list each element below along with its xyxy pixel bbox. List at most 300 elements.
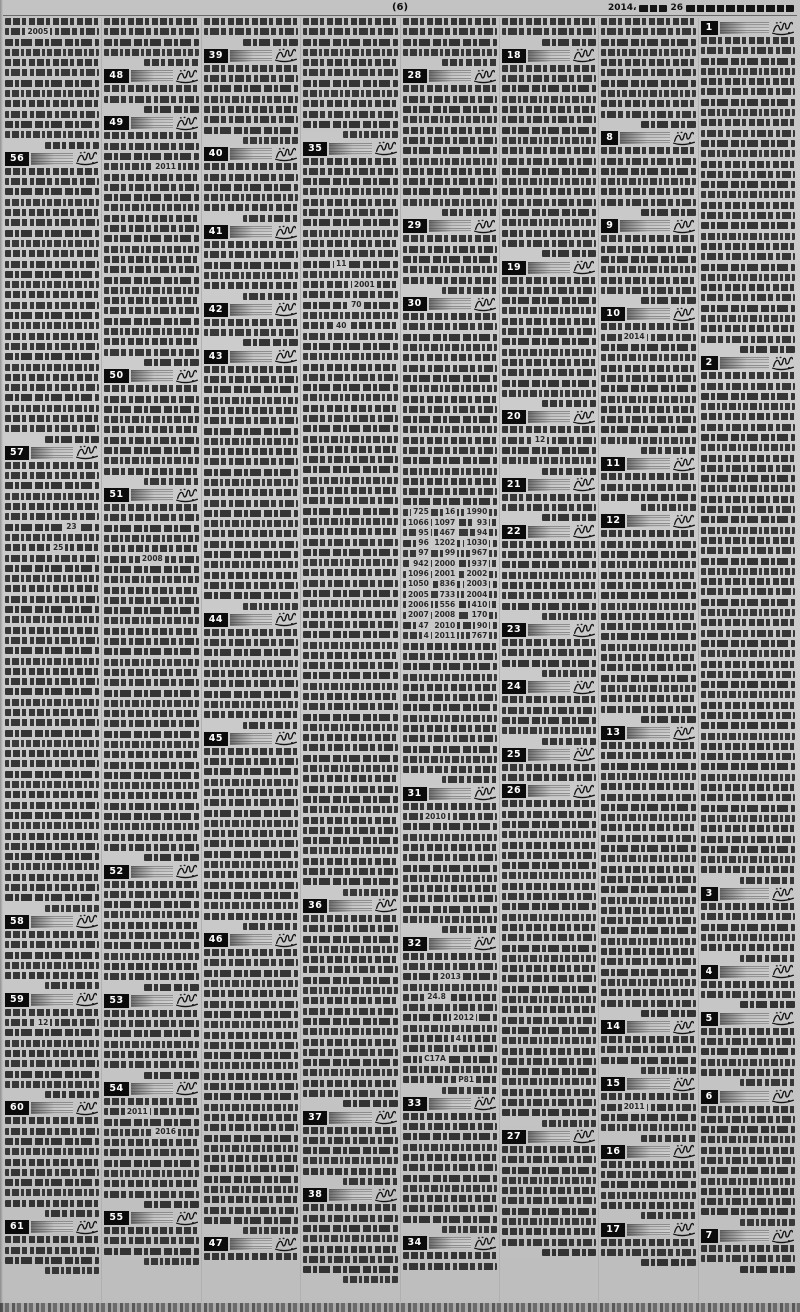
- text-line: [104, 525, 198, 532]
- signature-flourish-icon: [274, 349, 298, 364]
- text-line: [701, 444, 795, 451]
- text-line: [303, 1069, 397, 1076]
- text-line: [104, 1149, 198, 1156]
- section-header-bar: [230, 226, 272, 238]
- text-line: [204, 163, 298, 170]
- section-header-bar: [429, 298, 471, 310]
- text-line: [701, 1038, 795, 1045]
- text-line: [104, 741, 198, 748]
- section-number-badge: 42: [204, 303, 228, 317]
- text-line: [502, 1167, 596, 1174]
- text-line: [104, 85, 198, 92]
- section-header-bar: [528, 785, 570, 797]
- text-line: [701, 856, 795, 863]
- text-line: [502, 1037, 596, 1044]
- text-line: [303, 69, 397, 76]
- text-line: [403, 468, 497, 475]
- section-header-9: [601, 219, 695, 233]
- text-line: [204, 810, 298, 817]
- section-number-badge: 23: [502, 623, 526, 637]
- text-line: [701, 702, 795, 709]
- legible-number: 170: [471, 610, 488, 620]
- text-line: [502, 852, 596, 859]
- text-line: [303, 121, 397, 128]
- section-header-28: [403, 69, 497, 83]
- text-line: [5, 833, 99, 840]
- signature-flourish-icon: [672, 131, 696, 146]
- legible-number: 410: [471, 599, 488, 609]
- text-line: [403, 1014, 497, 1021]
- section-header-bar: [131, 117, 173, 129]
- signature-flourish-icon: [572, 260, 596, 275]
- legible-number: 2011: [126, 1106, 148, 1116]
- text-line: [701, 866, 795, 873]
- legible-number: 2010: [424, 811, 446, 821]
- text-line: [144, 854, 199, 861]
- section-header-bar: [620, 132, 669, 144]
- text-line: [303, 497, 397, 504]
- text-line: [5, 658, 99, 665]
- text-line: [343, 1276, 398, 1283]
- text-line: [601, 572, 695, 579]
- text-line: [45, 1210, 100, 1217]
- text-line: [403, 684, 497, 691]
- text-line: [502, 369, 596, 376]
- text-line: [502, 945, 596, 952]
- text-line: [303, 1039, 397, 1046]
- legible-number: 97: [418, 548, 429, 558]
- section-header-bar: [230, 351, 272, 363]
- text-line: [5, 90, 99, 97]
- text-line: [601, 592, 695, 599]
- text-line: [542, 670, 597, 677]
- legible-number: 95: [418, 527, 429, 537]
- text-line: [403, 509, 497, 516]
- text-line: [204, 174, 298, 181]
- section-number-badge: 27: [502, 1130, 526, 1144]
- text-line: [243, 39, 298, 46]
- text-line: [701, 846, 795, 853]
- signature-flourish-icon: [374, 898, 398, 913]
- text-line: [104, 514, 198, 521]
- text-line: [502, 147, 596, 154]
- text-line: [204, 768, 298, 775]
- text-line: [601, 1161, 695, 1168]
- section-number-badge: 15: [601, 1077, 625, 1091]
- text-line: [5, 1257, 99, 1264]
- section-number-badge: 32: [403, 937, 427, 951]
- text-line: [403, 834, 497, 841]
- signature-flourish-icon: [572, 524, 596, 539]
- signature-flourish-icon: [374, 141, 398, 156]
- section-header-bar: [131, 1083, 173, 1095]
- scan-edge-shadow: [0, 0, 3, 1312]
- text-line: [403, 973, 497, 980]
- text-line: [303, 847, 397, 854]
- text-line: [5, 271, 99, 278]
- text-line: [601, 835, 695, 842]
- text-line: [5, 1247, 99, 1254]
- signature-flourish-icon: [274, 225, 298, 240]
- text-line: [204, 194, 298, 201]
- text-line: [343, 131, 398, 138]
- text-line: [204, 319, 298, 326]
- section-header-bar: [131, 1212, 173, 1224]
- text-line: [601, 375, 695, 382]
- text-line: [701, 650, 795, 657]
- section-header-bar: [627, 1224, 669, 1236]
- text-line: [403, 188, 497, 195]
- text-line: [601, 644, 695, 651]
- section-number-badge: 25: [502, 748, 526, 762]
- text-line: [204, 1083, 298, 1090]
- text-line: [403, 1113, 497, 1120]
- text-line: [601, 484, 695, 491]
- section-header-45: [204, 732, 298, 746]
- text-line: [601, 938, 695, 945]
- text-line: [104, 922, 198, 929]
- text-line: [701, 743, 795, 750]
- section-header-42: [204, 303, 298, 317]
- text-line: [701, 140, 795, 147]
- section-header-29: [403, 219, 497, 233]
- text-line: [204, 660, 298, 667]
- text-line: [5, 750, 99, 757]
- text-line: [601, 907, 695, 914]
- section-number-badge: 38: [303, 1188, 327, 1202]
- text-line: [403, 1004, 497, 1011]
- section-number-badge: 47: [204, 1237, 228, 1251]
- text-line: [701, 1126, 795, 1133]
- text-line: [701, 274, 795, 281]
- text-line: [601, 39, 695, 46]
- text-line: [701, 661, 795, 668]
- text-line: [403, 1185, 497, 1192]
- text-line: [104, 710, 198, 717]
- text-line: [5, 863, 99, 870]
- text-line: [5, 374, 99, 381]
- text-line: [701, 336, 795, 343]
- text-line: [601, 334, 695, 341]
- text-line: [5, 1117, 99, 1124]
- text-line: [701, 37, 795, 44]
- section-header-3: [701, 887, 795, 901]
- text-line: [701, 161, 795, 168]
- text-line: [403, 488, 497, 495]
- text-line: [104, 792, 198, 799]
- text-line: [403, 235, 497, 242]
- text-line: [601, 365, 695, 372]
- legible-number: 556: [439, 599, 456, 609]
- text-line: [502, 158, 596, 165]
- section-header-bar: [131, 995, 173, 1007]
- text-line: [204, 417, 298, 424]
- text-line: [403, 813, 497, 820]
- section-number-badge: 53: [104, 994, 128, 1008]
- text-line: [601, 752, 695, 759]
- section-header-bar: [429, 788, 471, 800]
- legible-number: 2002: [466, 569, 488, 579]
- text-line: [502, 1187, 596, 1194]
- text-line: [104, 772, 198, 779]
- text-line: [403, 963, 497, 970]
- section-header-bar: [528, 479, 570, 491]
- text-line: [601, 59, 695, 66]
- section-header-bar: [627, 458, 669, 470]
- text-line: [104, 132, 198, 139]
- section-number-badge: 54: [104, 1082, 128, 1096]
- legible-number: 1990: [466, 507, 488, 517]
- section-header-49: [104, 116, 198, 130]
- text-line: [601, 897, 695, 904]
- text-line: [303, 343, 397, 350]
- section-header-bar: [31, 994, 73, 1006]
- text-line: [5, 802, 99, 809]
- text-line: [403, 396, 497, 403]
- text-line: [243, 923, 298, 930]
- section-header-bar: [528, 50, 570, 62]
- text-line: [204, 428, 298, 435]
- text-line: [204, 1001, 298, 1008]
- text-line: [204, 541, 298, 548]
- column-3: [500, 18, 599, 1302]
- text-line: [601, 1036, 695, 1043]
- text-line: [701, 794, 795, 801]
- text-line: [502, 1239, 596, 1246]
- legible-number: 25: [52, 542, 64, 552]
- text-line: [45, 905, 100, 912]
- text-line: [701, 609, 795, 616]
- text-line: [601, 654, 695, 661]
- legible-number: 47: [418, 620, 429, 630]
- text-line: [303, 1157, 397, 1164]
- text-line: [303, 18, 397, 25]
- text-line: [303, 353, 397, 360]
- text-line: [502, 592, 596, 599]
- signature-flourish-icon: [274, 933, 298, 948]
- text-line: [740, 955, 795, 962]
- text-line: [403, 375, 497, 382]
- legible-number: 2006: [407, 599, 429, 609]
- signature-flourish-icon: [572, 1129, 596, 1144]
- signature-flourish-icon: [672, 1222, 696, 1237]
- text-line: [204, 127, 298, 134]
- signature-flourish-icon: [672, 514, 696, 529]
- text-line: [701, 1069, 795, 1076]
- text-line: [5, 771, 99, 778]
- text-line: [303, 199, 397, 206]
- text-line: [701, 763, 795, 770]
- text-line: [5, 462, 99, 469]
- text-line: [641, 1010, 696, 1017]
- section-number-badge: 30: [403, 297, 427, 311]
- signature-flourish-icon: [274, 1237, 298, 1252]
- column-2: [599, 18, 698, 1302]
- text-line: [104, 751, 198, 758]
- text-line: [5, 493, 99, 500]
- text-line: [701, 99, 795, 106]
- text-line: [502, 359, 596, 366]
- text-line: [5, 894, 99, 901]
- text-line: [5, 699, 99, 706]
- text-line: [5, 730, 99, 737]
- text-line: [303, 600, 397, 607]
- text-line: [204, 376, 298, 383]
- text-line: [502, 1208, 596, 1215]
- text-line: [303, 90, 397, 97]
- text-line: [144, 359, 199, 366]
- text-line: [403, 1133, 497, 1140]
- text-line: [303, 1215, 397, 1222]
- text-line: [104, 28, 198, 35]
- text-line: [502, 1078, 596, 1085]
- text-line: [403, 426, 497, 433]
- section-header-31: [403, 787, 497, 801]
- text-line: [502, 811, 596, 818]
- legible-number: 4: [423, 630, 429, 640]
- text-line: [701, 88, 795, 95]
- text-line: [601, 969, 695, 976]
- text-line: [303, 291, 397, 298]
- text-line: [5, 111, 99, 118]
- text-line: [5, 740, 99, 747]
- text-line: [5, 962, 99, 969]
- text-line: [701, 58, 795, 65]
- text-line: [104, 891, 198, 898]
- text-line: [303, 1137, 397, 1144]
- text-line: [701, 191, 795, 198]
- section-number-badge: 31: [403, 787, 427, 801]
- legible-number: 2000: [434, 558, 456, 568]
- text-line: [5, 291, 99, 298]
- section-number-badge: 28: [403, 69, 427, 83]
- text-line: [403, 823, 497, 830]
- text-line: [701, 1059, 795, 1066]
- text-line: [542, 1249, 597, 1256]
- text-line: [303, 765, 397, 772]
- text-line: [701, 1028, 795, 1035]
- text-line: [5, 1148, 99, 1155]
- text-line: [701, 944, 795, 951]
- text-line: [303, 39, 397, 46]
- text-line: [303, 111, 397, 118]
- text-line: [303, 878, 397, 885]
- text-line: [701, 671, 795, 678]
- text-line: [204, 204, 298, 211]
- text-line: [403, 612, 497, 619]
- text-line: [403, 1154, 497, 1161]
- signature-flourish-icon: [274, 302, 298, 317]
- section-header-bar: [528, 262, 570, 274]
- text-line: [104, 184, 198, 191]
- text-line: [502, 717, 596, 724]
- text-line: [701, 516, 795, 523]
- legible-number: 2013: [440, 971, 461, 981]
- section-header-bar: [429, 938, 471, 950]
- text-line: [104, 648, 198, 655]
- text-line: [204, 530, 298, 537]
- section-number-badge: 49: [104, 116, 128, 130]
- signature-flourish-icon: [572, 477, 596, 492]
- section-number-badge: 10: [601, 307, 625, 321]
- text-line: [502, 914, 596, 921]
- legible-number: 24.8: [427, 992, 446, 1002]
- text-line: [701, 1147, 795, 1154]
- section-number-badge: 22: [502, 525, 526, 539]
- signature-flourish-icon: [274, 147, 298, 162]
- legible-number: 1097: [434, 517, 456, 527]
- text-line: [204, 1253, 298, 1260]
- section-number-badge: 19: [502, 261, 526, 275]
- text-line: [204, 789, 298, 796]
- text-line: [343, 889, 398, 896]
- signature-flourish-icon: [473, 69, 497, 84]
- text-line: [104, 762, 198, 769]
- text-line: [701, 578, 795, 585]
- section-number-badge: 3: [701, 887, 718, 901]
- legible-number: 2001: [353, 279, 375, 289]
- text-line: [5, 1009, 99, 1016]
- text-line: [303, 642, 397, 649]
- text-line: [104, 566, 198, 573]
- text-line: [502, 955, 596, 962]
- section-header-11: [601, 457, 695, 471]
- text-line: [104, 204, 198, 211]
- text-line: [502, 975, 596, 982]
- text-line: [740, 1219, 795, 1226]
- text-line: [5, 1040, 99, 1047]
- text-line: [303, 1246, 397, 1253]
- legible-number: 937: [471, 558, 488, 568]
- text-line: [601, 794, 695, 801]
- text-line: [303, 936, 397, 943]
- text-line: [303, 80, 397, 87]
- text-line: [502, 1146, 596, 1153]
- text-line: [701, 393, 795, 400]
- text-line: [303, 858, 397, 865]
- text-line: [104, 844, 198, 851]
- section-header-6: [701, 1090, 795, 1104]
- text-line: [204, 882, 298, 889]
- section-number-badge: 21: [502, 478, 526, 492]
- signature-flourish-icon: [175, 488, 199, 503]
- text-line: [303, 1018, 397, 1025]
- text-line: [601, 100, 695, 107]
- section-header-17: [601, 1223, 695, 1237]
- section-number-badge: 12: [601, 514, 625, 528]
- text-line: [243, 215, 298, 222]
- text-line: [5, 931, 99, 938]
- text-line: [701, 383, 795, 390]
- text-line: [303, 956, 397, 963]
- section-header-bar: [329, 1112, 371, 1124]
- text-line: [740, 346, 795, 353]
- text-line: [403, 1252, 497, 1259]
- section-number-badge: 14: [601, 1020, 625, 1034]
- text-line: [403, 1164, 497, 1171]
- text-line: [601, 28, 695, 35]
- text-line: [303, 261, 397, 268]
- legible-number: 467: [439, 527, 456, 537]
- text-line: [403, 96, 497, 103]
- text-line: [5, 49, 99, 56]
- text-line: [5, 59, 99, 66]
- text-line: [502, 639, 596, 646]
- text-line: [5, 121, 99, 128]
- text-line: [403, 178, 497, 185]
- text-line: [243, 722, 298, 729]
- legible-number: 94: [476, 527, 488, 537]
